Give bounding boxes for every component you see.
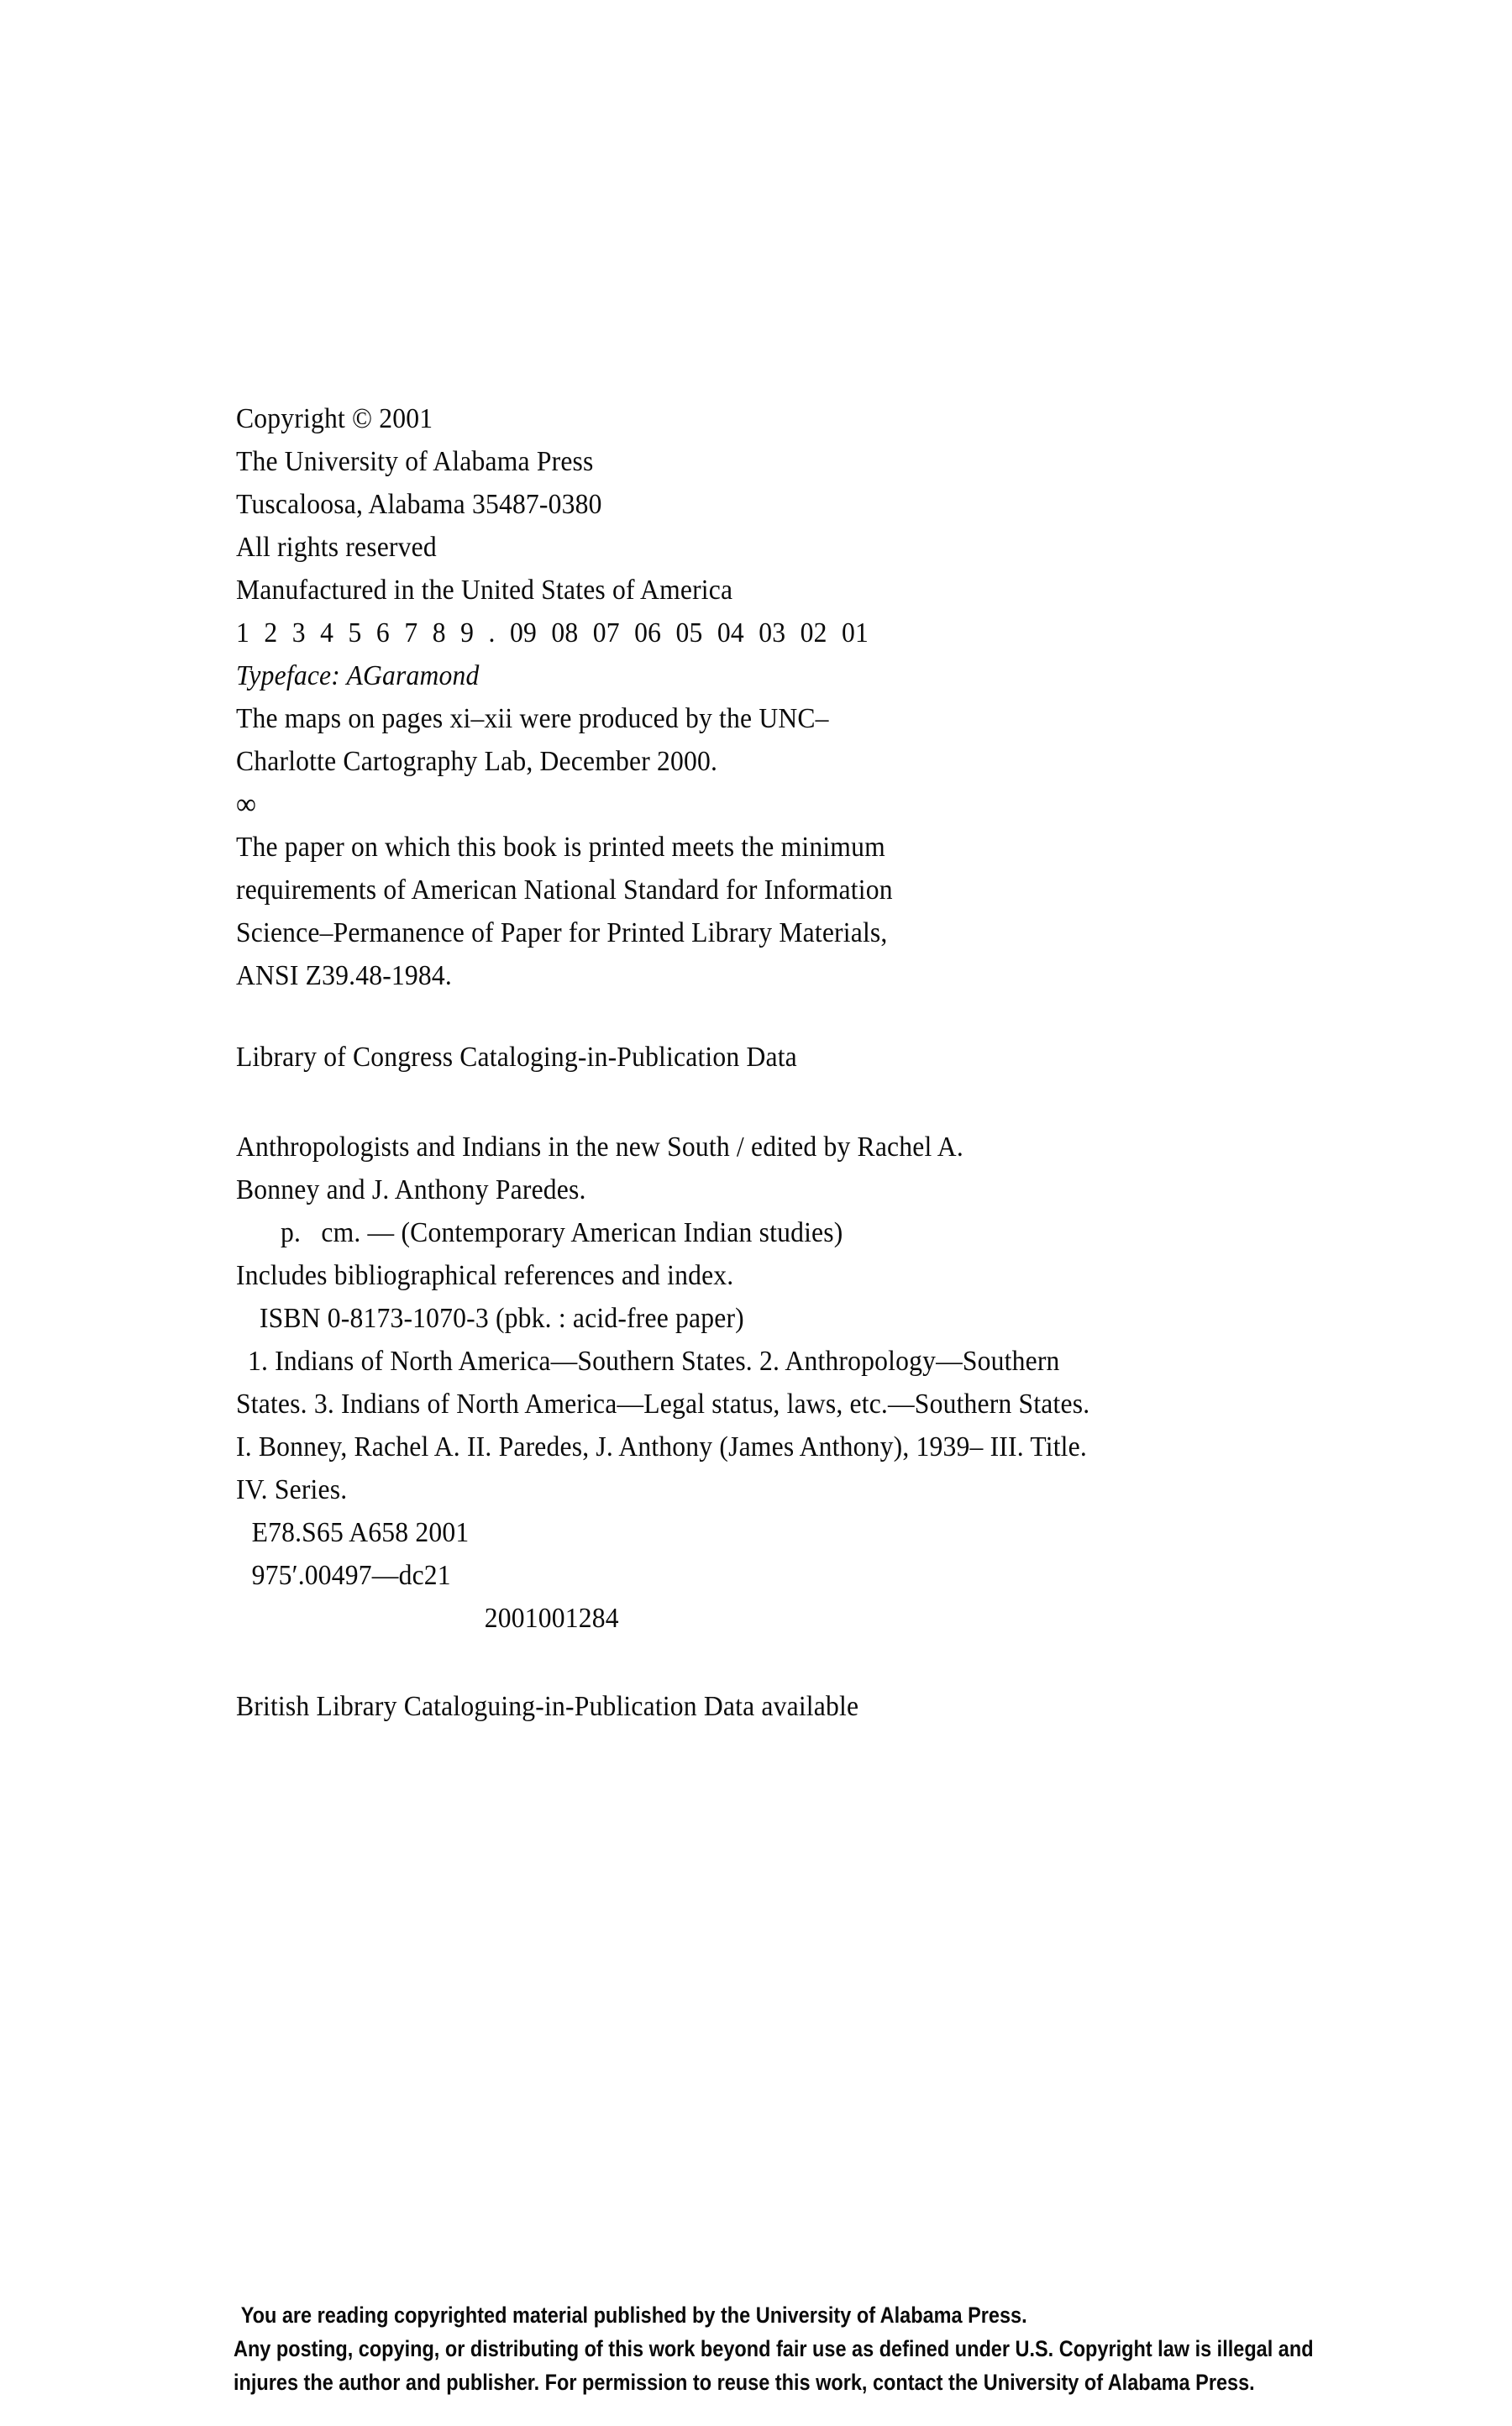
maps-note-line-1: The maps on pages xi–xii were produced by the UNC– [236, 703, 829, 734]
copyright-line: Copyright © 2001 [236, 403, 433, 434]
address-line: Tuscaloosa, Alabama 35487-0380 [236, 489, 602, 520]
rights-line: All rights reserved [236, 532, 437, 563]
cip-dewey-number-line: 975′.00497—dc21 [251, 1560, 451, 1591]
cip-collation-line: p. cm. — (Contemporary American Indian studies) [281, 1217, 843, 1248]
cip-title-line-1: Anthropologists and Indians in the new South / edited by Rachel A. [236, 1132, 963, 1163]
paper-note-line-1: The paper on which this book is printed meets the minimum [236, 832, 885, 863]
cip-heading: Library of Congress Cataloging-in-Publication Data [236, 1042, 797, 1073]
cip-isbn-line: ISBN 0-8173-1070-3 (pbk. : acid-free paper) [259, 1303, 744, 1334]
infinity-symbol: ∞ [236, 787, 257, 821]
cip-added-entries-line-1: I. Bonney, Rachel A. II. Paredes, J. Anthony (James Anthony), 1939– III. Title. [236, 1431, 1087, 1462]
maps-note-line-2: Charlotte Cartography Lab, December 2000. [236, 746, 718, 777]
manufactured-line: Manufactured in the United States of America [236, 575, 733, 606]
british-library-note-line: British Library Cataloguing-in-Publication Data available [236, 1691, 859, 1722]
paper-note-line-4: ANSI Z39.48-1984. [236, 960, 452, 991]
disclaimer-line-1: You are reading copyrighted material published by the University of Alabama Press. [240, 2303, 1027, 2328]
cip-added-entries-line-2: IV. Series. [236, 1474, 348, 1505]
cip-includes-line: Includes bibliographical references and index. [236, 1260, 734, 1291]
cip-subjects-line-1: 1. Indians of North America—Southern States. 2. Anthropology—Southern [247, 1346, 1060, 1377]
cip-lc-call-number-line: E78.S65 A658 2001 [251, 1517, 470, 1548]
disclaimer-line-3: injures the author and publisher. For permission to reuse this work, contact the University of Alabama Press. [234, 2370, 1255, 2395]
copyright-disclaimer-footer [234, 2298, 1314, 2399]
colophon-text-block [236, 397, 1221, 1728]
cip-subjects-line-2: States. 3. Indians of North America—Legal status, laws, etc.—Southern States. [236, 1389, 1090, 1420]
paper-note-line-2: requirements of American National Standard for Information [236, 874, 893, 906]
publisher-line: The University of Alabama Press [236, 446, 594, 477]
typeface-note-line: Typeface: AGaramond [236, 660, 480, 691]
cip-title-line-2: Bonney and J. Anthony Paredes. [236, 1174, 586, 1205]
disclaimer-line-2: Any posting, copying, or distributing of this work beyond fair use as defined under U.S. Copyright law is illegal and [234, 2336, 1314, 2361]
cip-lccn-line: 2001001284 [484, 1603, 619, 1634]
paper-note-line-3: Science–Permanence of Paper for Printed Library Materials, [236, 917, 888, 948]
printers-key-line: 1 2 3 4 5 6 7 8 9 . 09 08 07 06 05 04 03 02 01 [236, 617, 869, 649]
